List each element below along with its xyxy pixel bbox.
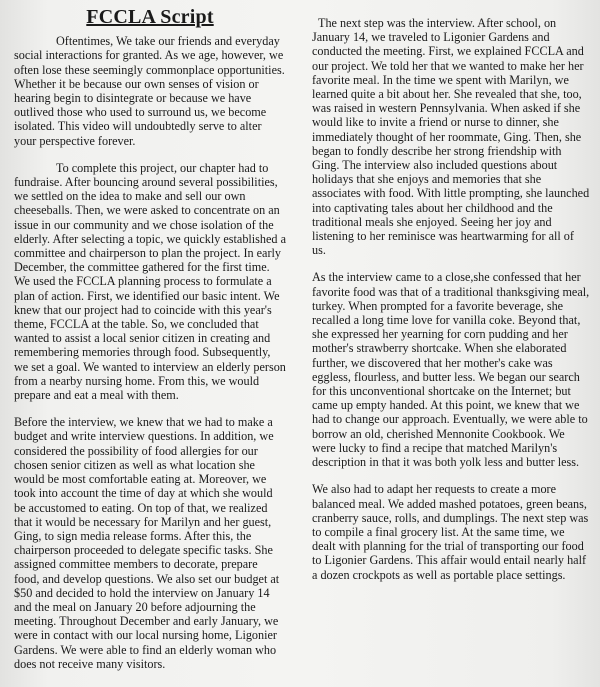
meal-plan-paragraph: We also had to adapt her requests to create a more balanced meal. We added mashed potatoes, green beans, cranberry sauce, rolls, and dumplings. The next step was to compile a final grocery list. At the same time, we dealt with planning for the trial of transporting our food to Ligonier Gardens. This affair would entail nearly half a dozen crockpots as well as portable place settings.: [312, 482, 589, 582]
favorite-food-paragraph: As the interview came to a close,she confessed that her favorite food was that of a traditional thanksgiving meal, turkey. When prompted for a favorite beverage, she recalled a long time love for vanilla coke. Beyond that, she expressed her yearning for corn pudding and her mother's strawberry shortcake. When she elaborated further, we discovered that her mother's cake was eggless, flourless, and butter less. We began our search for this unconventional shortcake on the Internet; but came up empty handed. At this point, we knew that we had to change our approach. Eventually, we were able to borrow an old, cherished Mennonite Cookbook. We were lucky to find a recipe that matched Marilyn's description in that it was both yolk less and butter less.: [312, 270, 590, 470]
left-column: [14, 0, 286, 684]
right-column: [312, 0, 590, 595]
planning-paragraph: Before the interview, we knew that we had to make a budget and write interview questions. In addition, we considered the possibility of food allergies for our chosen senior citizen as well as what location she would be most comfortable eating at. Moreover, we took into account the time of day at which she would be accustomed to eating. On top of that, we realized that it would be necessary for Marilyn and her guest, Ging, to sign media release forms. After this, the chairperson proceeded to delegate specific tasks. She assigned committee members to decorate, prepare food, and develop questions. We also set our budget at $50 and decided to hold the interview on January 14 and the meal on January 20 before adjourning the meeting. Throughout December and early January, we were in contact with our local nursing home, Ligonier Gardens. We were able to find an elderly woman who does not receive many visitors.: [14, 415, 280, 671]
interview-paragraph: The next step was the interview. After school, on January 14, we traveled to Ligonier Gardens and conducted the meeting. First, we explained FCCLA and our project. We told her that we wanted to make her her favorite meal. In the time we spent with Marilyn, we learned quite a bit about her. She revealed that she, too, was raised in western Pennsylvania. When asked if she would like to invite a friend or nurse to dinner, she immediately thought of her roommate, Ging. Then, she began to fondly describe her strong friendship with Ging. The interview also included questions about holidays that she enjoys and memories that she associates with food. With little prompting, she launched into captivating tales about her childhood and the traditional meals she enjoyed. Seeing her joy and listening to her reminisce was heartwarming for all of us.: [312, 16, 590, 258]
intro-paragraph: Oftentimes, We take our friends and everyday social interactions for granted. As we age, however, we often lose these seemingly commonplace opportunities. Whether it be because our own senses of vision or hearing begin to disintegrate or because we have outlived those who used to surround us, we become isolated. This video will undoubtedly serve to alter your perspective forever.: [14, 34, 285, 148]
page-title: FCCLA Script: [86, 6, 214, 28]
project-paragraph: To complete this project, our chapter had to fundraise. After bouncing around several possibilities, we settled on the idea to make and sell our own cheeseballs. Then, we were asked to concentrate on an issue in our community and we chose isolation of the elderly. After selecting a topic, we quickly established a committee and chairperson to plan the project. In early December, the committee gathered for the first time. We used the FCCLA planning process to formulate a plan of action. First, we identified our basic intent. We knew that our project had to coincide with this year's theme, FCCLA at the table. So, we concluded that wanted to assist a local senior citizen in creating and remembering memories through food. Subsequently, we set a goal. We wanted to interview an elderly person from a nearby nursing home. From this, we would prepare and eat a meal with them.: [14, 160, 286, 403]
